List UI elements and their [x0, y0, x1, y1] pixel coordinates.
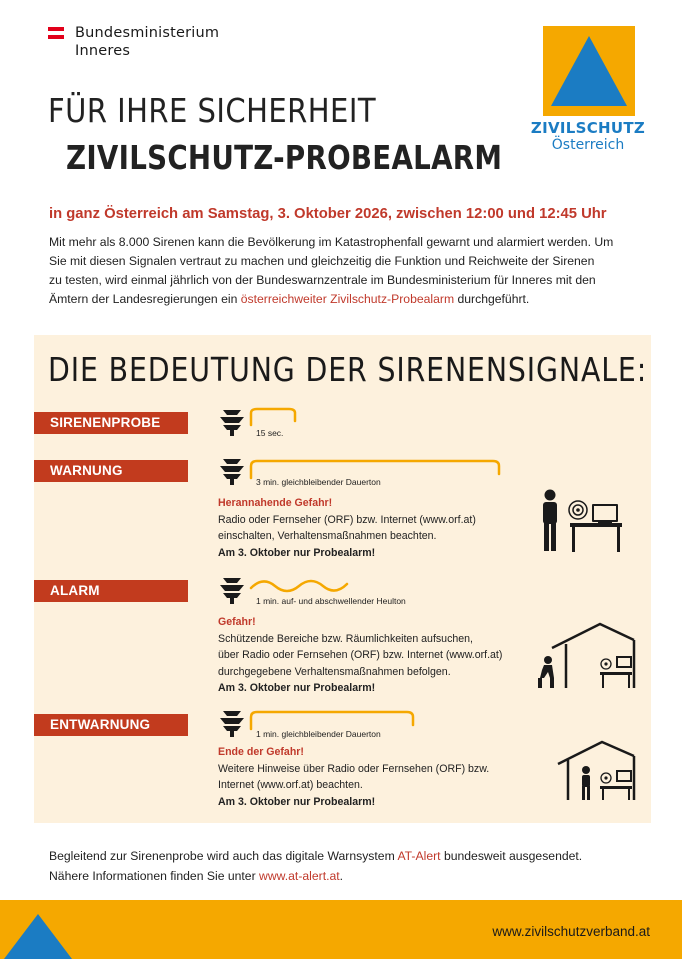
- date-line: in ganz Österreich am Samstag, 3. Oktober 2026, zwischen 12:00 und 12:45 Uhr: [49, 206, 607, 222]
- desc-line: einschalten, Verhaltensmaßnahmen beachten.: [218, 530, 437, 542]
- signal-short-tone-icon: [249, 407, 299, 427]
- siren-icon: [219, 711, 245, 737]
- caption-warnung: 3 min. gleichbleibender Dauerton: [256, 477, 381, 487]
- desc-line: Weitere Hinweise über Radio oder Fernsehen (ORF) bzw.: [218, 762, 490, 775]
- signal-steady-tone-icon: [249, 709, 419, 731]
- intro-highlight: österreichweiter Zivilschutz-Probealarm: [240, 292, 455, 306]
- ministry-line2: Inneres: [75, 43, 131, 59]
- website-link[interactable]: www.zivilschutzverband.at: [492, 924, 650, 939]
- siren-icon: [219, 410, 245, 436]
- intro-line: [49, 290, 649, 309]
- footer-info: [49, 846, 582, 886]
- signals-title: DIE BEDEUTUNG DER SIRENENSIGNALE:: [48, 350, 648, 389]
- austria-flag-icon: [48, 27, 64, 39]
- caption-alarm: 1 min. auf- und abschwellender Heulton: [256, 596, 406, 606]
- footer-text: Begleitend zur Sirenenprobe wird auch das digitale Warnsystem: [49, 849, 398, 863]
- at-alert-highlight: AT-Alert: [397, 849, 441, 863]
- person-radio-tv-icon: [536, 488, 626, 554]
- footer-line: [49, 866, 582, 886]
- desc-line: über Radio oder Fernsehen (ORF) bzw. Internet (www.orf.at): [218, 649, 503, 661]
- caption-sirenenprobe: 15 sec.: [256, 428, 284, 438]
- note-warnung: Am 3. Oktober nur Probealarm!: [218, 546, 376, 559]
- triangle-logo-icon: [0, 912, 70, 959]
- desc-line: Internet (www.orf.at) beachten.: [218, 779, 363, 791]
- intro-text: Ämtern der Landesregierungen ein: [49, 292, 241, 306]
- siren-icon: [219, 459, 245, 485]
- note-alarm: Am 3. Oktober nur Probealarm!: [218, 682, 376, 694]
- caption-entwarnung: 1 min. gleichbleibender Dauerton: [256, 729, 381, 739]
- label-entwarnung: ENTWARNUNG: [34, 714, 188, 736]
- zivilschutz-logo-text: [528, 120, 648, 154]
- desc-line: durchgegebene Verhaltensmaßnahmen befolgen.: [218, 665, 451, 678]
- footer-text: bundesweit ausgesendet.: [440, 849, 583, 863]
- label-sirenenprobe: SIRENENPROBE: [34, 412, 188, 434]
- intro-text: durchgeführt.: [454, 292, 530, 306]
- title-line1: FÜR IHRE SICHERHEIT: [48, 91, 377, 130]
- zivilschutz-logo: [543, 26, 635, 116]
- heading-entwarnung: Ende der Gefahr!: [218, 746, 304, 758]
- intro-paragraph: [49, 233, 649, 309]
- intro-line: zu testen, wird einmal jährlich von der Bundeswarnzentrale im Bundesministerium für Inneres mit den: [49, 273, 596, 287]
- title-line2: ZIVILSCHUTZ-PROBEALARM: [66, 138, 503, 177]
- zivilschutz-triangle-icon: [543, 26, 635, 116]
- heading-warnung: Herannahende Gefahr!: [218, 497, 333, 509]
- footer-text: Nähere Informationen finden Sie unter: [49, 869, 260, 883]
- at-alert-link[interactable]: www.at-alert.at: [259, 869, 340, 883]
- desc-warnung: [218, 495, 476, 561]
- desc-line: Schützende Bereiche bzw. Räumlichkeiten aufsuchen,: [218, 632, 473, 645]
- logo-name: ZIVILSCHUTZ: [530, 119, 646, 137]
- logo-sub: Österreich: [551, 137, 625, 153]
- heading-alarm: Gefahr!: [218, 616, 256, 628]
- intro-line: Mit mehr als 8.000 Sirenen kann die Bevölkerung im Katastrophenfall gewarnt und alarmiert werden. Um: [49, 235, 614, 249]
- desc-alarm: [218, 614, 502, 697]
- desc-line: Radio oder Fernseher (ORF) bzw. Internet (www.orf.at): [218, 513, 476, 526]
- intro-line: Sie mit diesen Signalen vertraut zu machen und gleichzeitig die Funktion und Reichweite der Sirenen: [49, 254, 595, 268]
- ministry-line1: Bundesministerium: [75, 25, 220, 41]
- person-in-house-icon: [556, 740, 638, 802]
- footer-line: [49, 846, 582, 866]
- person-entering-house-icon: [530, 622, 638, 690]
- label-alarm: ALARM: [34, 580, 188, 602]
- siren-icon: [219, 578, 245, 604]
- label-warnung: WARNUNG: [34, 460, 188, 482]
- signal-wave-tone-icon: [249, 576, 359, 596]
- desc-entwarnung: [218, 744, 489, 810]
- note-entwarnung: Am 3. Oktober nur Probealarm!: [218, 795, 376, 808]
- footer-text: .: [339, 869, 344, 883]
